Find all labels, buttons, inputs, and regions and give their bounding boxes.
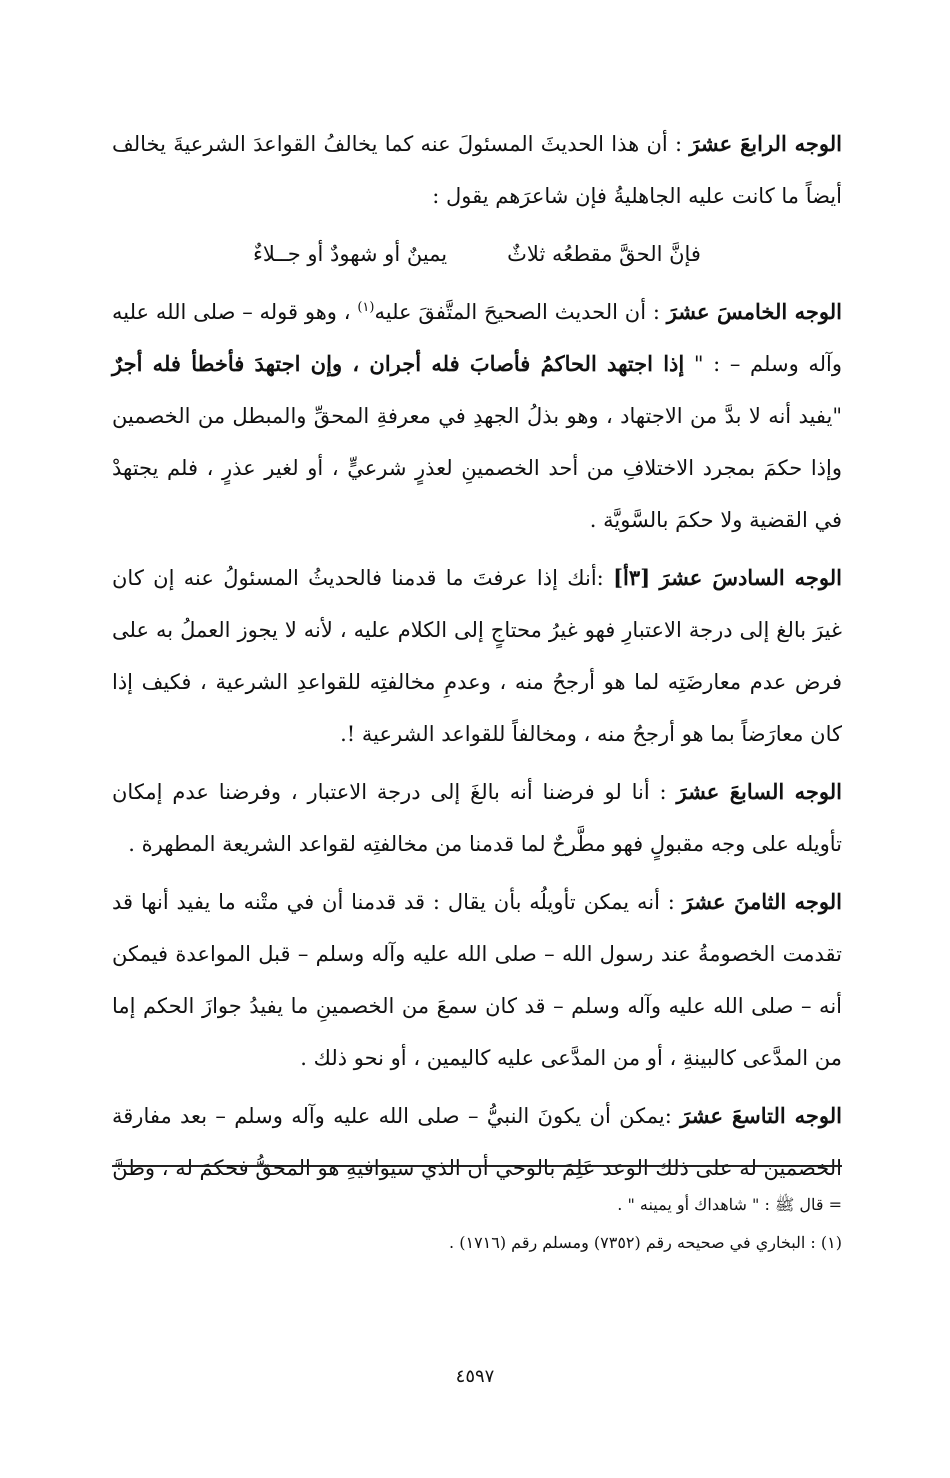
paragraph-19 <box>112 1090 842 1194</box>
paragraph-text: : أن الحديث الصحيحَ المتَّفقَ عليه <box>374 300 667 324</box>
verse-second-hemistich: يمينٌ أو شهودٌ أو جــلاءٌ <box>253 242 448 266</box>
paragraph-heading: الوجه الخامسَ عشرَ <box>666 299 842 324</box>
footnote-continuation: = قال ﷺ : " شاهداك أو يمينه " . <box>617 1195 842 1214</box>
footnote-1: (١) : البخاري في صحيحه رقم (٧٣٥٢) ومسلم رقم (١٧١٦) . <box>449 1233 842 1252</box>
paragraph-15 <box>112 286 842 546</box>
paragraph-heading: الوجه السابعَ عشرَ <box>676 779 842 804</box>
paragraph-heading: الوجه الثامنَ عشرَ <box>682 889 842 914</box>
main-text <box>112 118 842 1200</box>
footnote-divider <box>112 1165 842 1167</box>
verse-first-hemistich: فإنَّ الحقَّ مقطعُه ثلاثٌ <box>507 242 701 266</box>
paragraph-14 <box>112 118 842 222</box>
paragraph-heading: الوجه السادسَ عشرَ <box>659 565 842 590</box>
paragraph-17 <box>112 766 842 870</box>
paragraph-text: : أنا لو فرضنا أنه بالغَ إلى درجة الاعتبار ، وفرضنا عدم إمكان تأويله على وجه مقبولٍ فهو مطَّرحٌ لما قدمنا من مخالفتِه لقواعد الشريعة المطهرة . <box>112 780 842 856</box>
paragraph-text: ، وهو قوله – صلى الله عليه وآله وسلم – : " <box>112 300 842 376</box>
footnote-reference[interactable]: (١) <box>357 300 375 315</box>
paragraph-text: : أنه يمكن تأويلُه بأن يقال : قد قدمنا أن في متْنه ما يفيد أنها قد تقدمت الخصومةُ عند رسول الله – صلى الله عليه وآله وسلم – قبل المواعدة فيمكن أنه – صلى الله عليه وآله وسلم – قد كان سمعَ من الخصمينِ ما يفيدُ جوازَ الحكم إما من المدَّعى كالبينةِ ، أو من المدَّعى عليه كاليمين ، أو نحو ذلك . <box>112 890 842 1070</box>
poem-verse <box>112 228 842 280</box>
paragraph-text: : أن هذا الحديثَ المسئولَ عنه كما يخالفُ القواعدَ الشرعيةَ يخالف أيضاً ما كانت عليه الجاهليةُ فإن شاعرَهم يقول : <box>112 132 842 208</box>
paragraph-text: :أنك إذا عرفتَ ما قدمنا فالحديثُ المسئولُ عنه إن كان غيرَ بالغ إلى درجة الاعتبارِ فهو غيرُ محتاجٍ إلى الكلام عليه ، لأنه لا يجوز العملُ به على فرض عدم معارضَتِه لما هو أرجحُ منه ، وعدمِ مخالفتِه للقواعدِ الشرعية ، فكيف إذا كان معارَضاً بما هو أرجحُ منه ، ومخالفاً للقواعد الشرعية !. <box>112 566 842 746</box>
paragraph-text: :يمكن أن يكونَ النبيُّ – صلى الله عليه وآله وسلم – بعد مفارقة الخصمين له على ذلك الوعد عَلِمَ بالوحي أن الذي سيوافيهِ هو المحقُّ فحكمَ له ، وظنَّ <box>112 1104 842 1180</box>
paragraph-text: "يفيد أنه لا بدَّ من الاجتهاد ، وهو بذلُ الجهدِ في معرفةِ المحقِّ والمبطل من الخصمين وإذا حكمَ بمجرد الاختلافِ من أحد الخصمينِ لعذرٍ شرعيٍّ ، أو لغير عذرٍ ، فلم يجتهدْ في القضية ولا حكمَ بالسَّويَّة . <box>112 404 842 532</box>
paragraph-heading: الوجه التاسعَ عشرَ <box>680 1103 842 1128</box>
paragraph-16 <box>112 552 842 760</box>
hadith-quote: إذا اجتهد الحاكمُ فأصابَ فله أجران ، وإن اجتهدَ فأخطأ فله أجرٌ <box>112 351 685 376</box>
paragraph-heading: الوجه الرابعَ عشرَ <box>689 131 842 156</box>
manuscript-marker: [٣أ] <box>613 565 651 590</box>
paragraph-18 <box>112 876 842 1084</box>
page-number: ٤٥٩٧ <box>455 1366 495 1387</box>
footnotes <box>112 1186 842 1262</box>
